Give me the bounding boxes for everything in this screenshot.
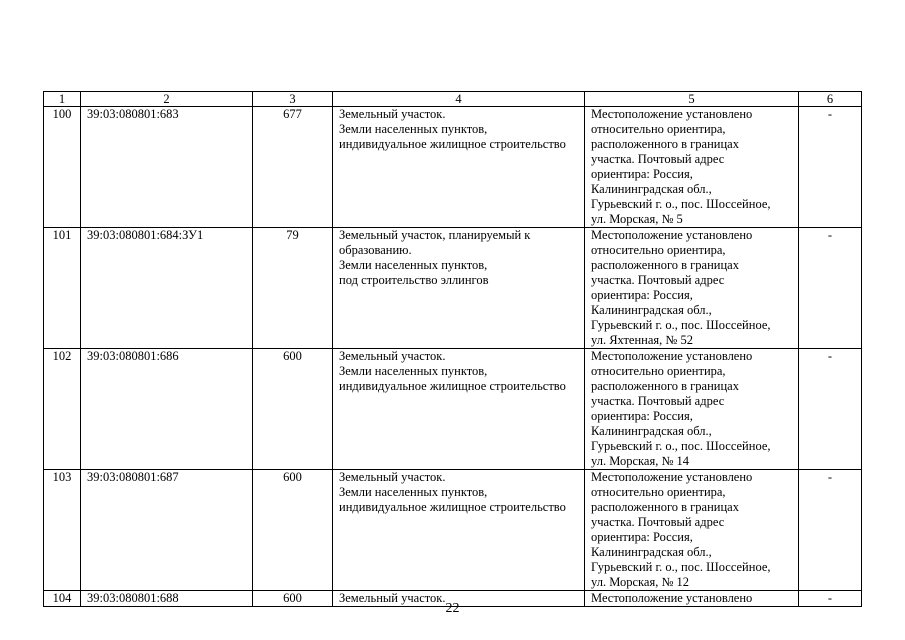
location-line: ул. Яхтенная, № 52 xyxy=(591,333,693,347)
description-line: индивидуальное жилищное строительство xyxy=(339,500,566,514)
cadastral-number: 39:03:080801:688 xyxy=(81,591,253,607)
description-line: индивидуальное жилищное строительство xyxy=(339,379,566,393)
note-value: - xyxy=(799,470,862,591)
row-number: 103 xyxy=(44,470,81,591)
column-header-5: 5 xyxy=(585,92,799,107)
description-line: Земли населенных пунктов, xyxy=(339,485,488,499)
location-line: Местоположение установлено xyxy=(591,228,753,242)
location-line: ул. Морская, № 5 xyxy=(591,212,683,226)
area-value: 600 xyxy=(253,470,333,591)
column-header-3: 3 xyxy=(253,92,333,107)
location-line: ул. Морская, № 14 xyxy=(591,454,690,468)
column-header-4: 4 xyxy=(333,92,585,107)
description-line: Земельный участок. xyxy=(339,591,446,605)
location-line: участка. Почтовый адрес xyxy=(591,515,725,529)
plot-description xyxy=(333,470,585,591)
location-line: участка. Почтовый адрес xyxy=(591,273,725,287)
description-line: Земли населенных пунктов, xyxy=(339,122,488,136)
land-plots-table-container xyxy=(43,91,861,607)
location-line: относительно ориентира, xyxy=(591,485,726,499)
plot-location xyxy=(585,228,799,349)
row-number: 102 xyxy=(44,349,81,470)
plot-description xyxy=(333,107,585,228)
table-row xyxy=(44,470,862,591)
location-line: Местоположение установлено xyxy=(591,591,753,605)
location-line: участка. Почтовый адрес xyxy=(591,394,725,408)
area-value: 79 xyxy=(253,228,333,349)
cadastral-number: 39:03:080801:686 xyxy=(81,349,253,470)
column-header-2: 2 xyxy=(81,92,253,107)
location-line: расположенного в границах xyxy=(591,500,739,514)
description-line: Земельный участок, планируемый к xyxy=(339,228,531,242)
row-number: 101 xyxy=(44,228,81,349)
cadastral-number: 39:03:080801:684:ЗУ1 xyxy=(81,228,253,349)
area-value: 600 xyxy=(253,591,333,607)
location-line: Гурьевский г. о., пос. Шоссейное, xyxy=(591,439,771,453)
description-line: Земельный участок. xyxy=(339,349,446,363)
table-row xyxy=(44,107,862,228)
row-number: 104 xyxy=(44,591,81,607)
column-header-1: 1 xyxy=(44,92,81,107)
location-line: Калининградская обл., xyxy=(591,424,712,438)
note-value: - xyxy=(799,349,862,470)
location-line: Калининградская обл., xyxy=(591,303,712,317)
table-row xyxy=(44,228,862,349)
location-line: относительно ориентира, xyxy=(591,243,726,257)
cadastral-number: 39:03:080801:687 xyxy=(81,470,253,591)
column-header-6: 6 xyxy=(799,92,862,107)
plot-description xyxy=(333,228,585,349)
location-line: Местоположение установлено xyxy=(591,470,753,484)
location-line: ориентира: Россия, xyxy=(591,288,693,302)
plot-location xyxy=(585,107,799,228)
location-line: Местоположение установлено xyxy=(591,107,753,121)
plot-location xyxy=(585,349,799,470)
location-line: Гурьевский г. о., пос. Шоссейное, xyxy=(591,197,771,211)
description-line: Земельный участок. xyxy=(339,470,446,484)
row-number: 100 xyxy=(44,107,81,228)
description-line: образованию. xyxy=(339,243,412,257)
location-line: относительно ориентира, xyxy=(591,122,726,136)
plot-location xyxy=(585,470,799,591)
location-line: Гурьевский г. о., пос. Шоссейное, xyxy=(591,318,771,332)
location-line: ул. Морская, № 12 xyxy=(591,575,690,589)
location-line: относительно ориентира, xyxy=(591,364,726,378)
location-line: Местоположение установлено xyxy=(591,349,753,363)
note-value: - xyxy=(799,591,862,607)
location-line: участка. Почтовый адрес xyxy=(591,152,725,166)
location-line: расположенного в границах xyxy=(591,379,739,393)
land-plots-table xyxy=(43,91,862,607)
plot-description xyxy=(333,349,585,470)
location-line: Калининградская обл., xyxy=(591,545,712,559)
page-number: 22 xyxy=(445,601,460,616)
description-line: под строительство эллингов xyxy=(339,273,489,287)
location-line: Калининградская обл., xyxy=(591,182,712,196)
area-value: 677 xyxy=(253,107,333,228)
description-line: индивидуальное жилищное строительство xyxy=(339,137,566,151)
description-line: Земли населенных пунктов, xyxy=(339,258,488,272)
location-line: расположенного в границах xyxy=(591,137,739,151)
description-line: Земли населенных пунктов, xyxy=(339,364,488,378)
note-value: - xyxy=(799,107,862,228)
note-value: - xyxy=(799,228,862,349)
area-value: 600 xyxy=(253,349,333,470)
location-line: ориентира: Россия, xyxy=(591,167,693,181)
location-line: расположенного в границах xyxy=(591,258,739,272)
cadastral-number: 39:03:080801:683 xyxy=(81,107,253,228)
location-line: ориентира: Россия, xyxy=(591,409,693,423)
header-row xyxy=(44,92,862,107)
location-line: ориентира: Россия, xyxy=(591,530,693,544)
location-line: Гурьевский г. о., пос. Шоссейное, xyxy=(591,560,771,574)
table-row xyxy=(44,349,862,470)
description-line: Земельный участок. xyxy=(339,107,446,121)
